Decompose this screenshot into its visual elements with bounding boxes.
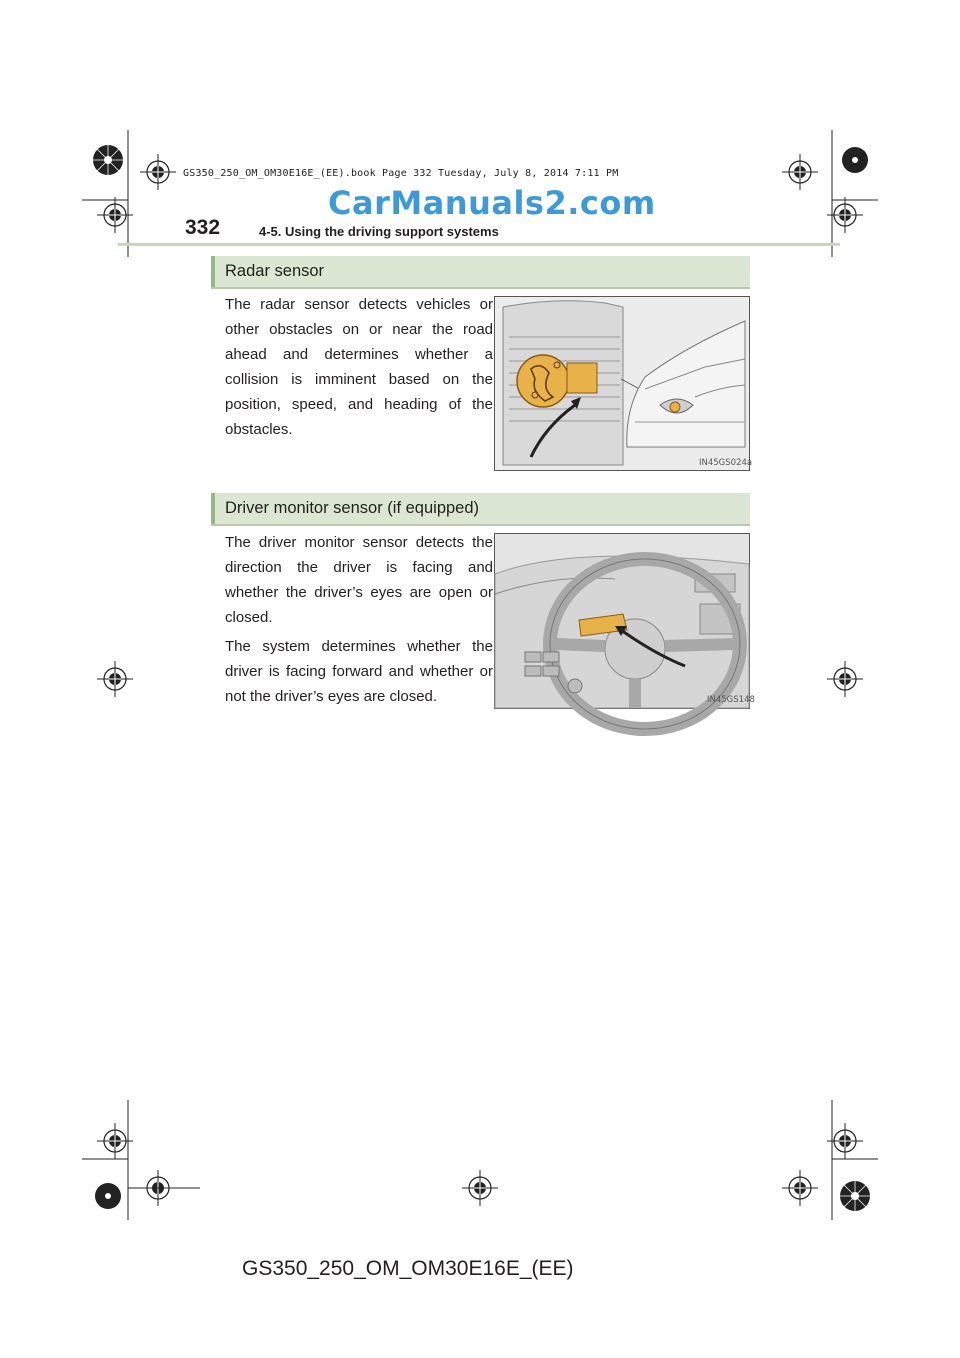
starburst-top-right (842, 147, 868, 173)
heading-underline (211, 287, 750, 289)
registration-mark-top-right (782, 154, 818, 190)
driver-monitor-figure-code: IN45GS148 (707, 695, 755, 705)
driver-monitor-figure (494, 533, 755, 709)
heading-underline (211, 524, 750, 526)
driver-monitor-illustration (495, 534, 755, 708)
registration-mark-bottom-center (462, 1170, 498, 1206)
starburst-bottom-left (95, 1183, 121, 1209)
radar-figure-code: IN45GS024a (699, 458, 753, 468)
starburst-bottom-right (840, 1181, 870, 1211)
radar-sensor-illustration (495, 297, 753, 470)
watermark-link[interactable]: CarManuals2.com (328, 184, 656, 222)
starburst-top-left (93, 145, 123, 175)
header-rule (118, 243, 840, 246)
radar-sensor-figure (494, 296, 753, 471)
radar-sensor-paragraph: The radar sensor detects vehicles or other obstacles on or near the road ahead and determines whether a collision is imminent based on the position, speed, and heading of the obstacles. (225, 296, 493, 438)
heading-radar-sensor-text: Radar sensor (225, 262, 325, 280)
heading-radar-sensor (211, 256, 750, 288)
registration-mark-top-left (140, 154, 176, 190)
book-file-header: GS350_250_OM_OM30E16E_(EE).book Page 332 Tuesday, July 8, 2014 7:11 PM (183, 168, 619, 179)
driver-monitor-paragraph-1: The driver monitor sensor detects the direction the driver is facing and whether the driver’s eyes are open or closed. (225, 534, 493, 626)
section-title: 4-5. Using the driving support systems (259, 224, 499, 239)
footer-document-code: GS350_250_OM_OM30E16E_(EE) (242, 1257, 574, 1280)
driver-monitor-paragraph-2: The system determines whether the driver is facing forward and whether or not the driver’s eyes are closed. (225, 638, 493, 705)
page-number: 332 (185, 216, 221, 239)
registration-mark-mid-right (827, 661, 863, 697)
registration-mark-mid-left (97, 661, 133, 697)
registration-mark-bottom-right-2 (782, 1170, 818, 1206)
heading-driver-monitor-sensor-text: Driver monitor sensor (if equipped) (225, 499, 480, 517)
heading-driver-monitor-sensor (211, 493, 750, 525)
